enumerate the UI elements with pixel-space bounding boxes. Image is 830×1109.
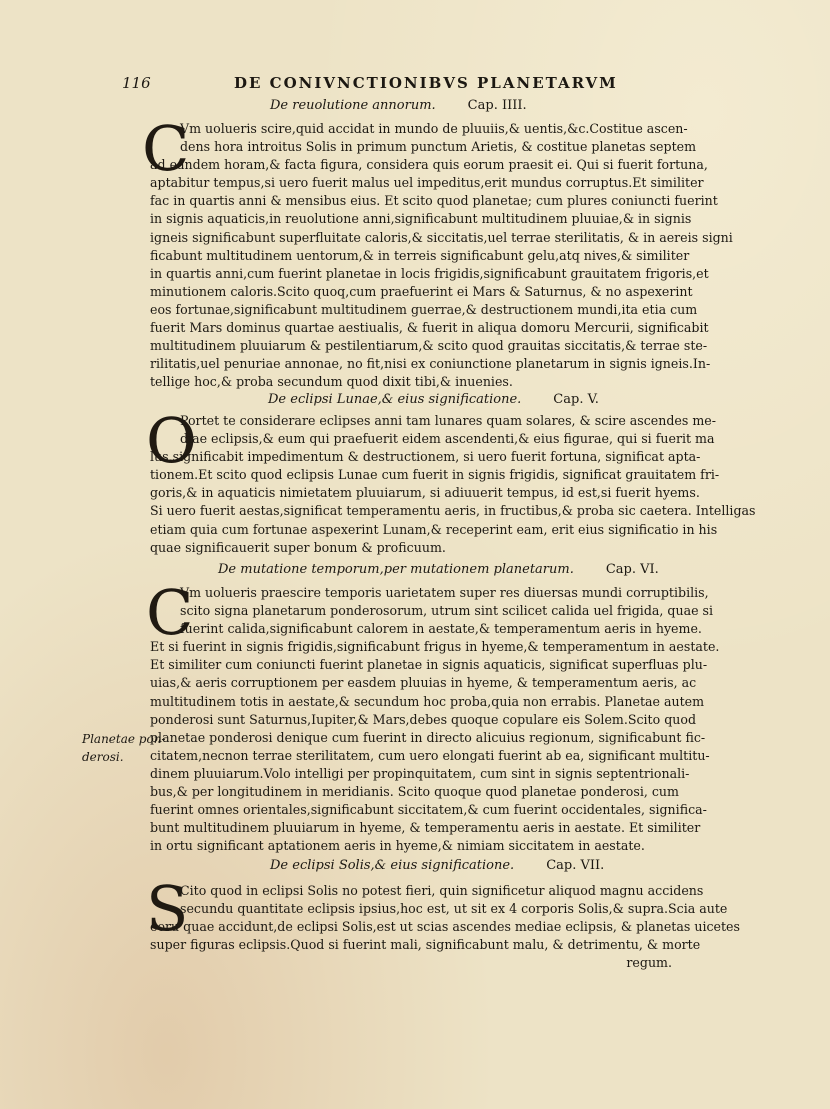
drop-cap: C xyxy=(146,576,194,649)
text-line: in quartis anni,cum fuerint planetae in locis frigidis,significabunt grauitatem frigoris,et xyxy=(150,265,709,281)
text-line: quae significauerit super bonum & proficuum. xyxy=(150,539,446,555)
text-line: aptabitur tempus,si uero fuerit malus uel impeditus,erit mundus corruptus.Et similiter xyxy=(150,175,704,191)
chapter-heading-7 xyxy=(270,858,830,873)
text-line: eos fortunae,significabunt multitudinem guerrae,& destructionem mundi,ita etia cum xyxy=(150,301,698,317)
chapter-heading-4 xyxy=(270,98,830,113)
text-line: scito signa planetarum ponderosorum, utrum sint scilicet calida uel frigida, quae si xyxy=(180,603,714,619)
text-line: planetae ponderosi denique cum fuerint in directo alicuius regionum, significabunt fic- xyxy=(150,729,706,745)
text-line: dinem pluuiarum.Volo intelligi per propinquitatem, cum sint in signis septentrionali- xyxy=(150,765,690,781)
text-line: in signis aquaticis,in reuolutione anni,significabunt multitudinem pluuiae,& in signis xyxy=(150,211,692,227)
text-line: Cito quod in eclipsi Solis no potest fieri, quin significetur aliquod magnu accidens xyxy=(180,883,704,898)
text-line: Vm uolueris scire,quid accidat in mundo de pluuiis,& uentis,&c.Costitue ascen- xyxy=(180,121,688,136)
text-line: fuerint calida,significabunt calorem in aestate,& temperamentum aeris in hyeme. xyxy=(180,621,702,637)
text-line: Et si fuerint in signis frigidis,significabunt frigus in hyeme,& temperamentum in aestate. xyxy=(150,639,720,655)
paragraph-chapter-7 xyxy=(150,882,740,972)
chapter-heading-6 xyxy=(218,562,778,577)
text-line: goris,& in aquaticis nimietatem pluuiarum, si adiuuerit tempus, id est,si fuerit hyems. xyxy=(150,485,700,501)
text-line: multitudinem totis in aestate,& secundum hoc proba,quia non errabis. Planetae autem xyxy=(150,693,705,709)
text-line: fac in quartis anni & mensibus eius. Et scito quod planetae; cum plures coniuncti fuerint xyxy=(150,193,718,209)
chapter-number: Cap. V. xyxy=(553,392,599,407)
chapter-title: De eclipsi Lunae,& eius significatione. xyxy=(268,392,522,407)
text-line: etiam quia cum fortunae aspexerint Lunam,& receperint eam, erit eius significatio in his xyxy=(150,521,718,537)
text-line: igneis significabunt superfluitate caloris,& siccitatis,uel terrae sterilitatis, & in aereis signi xyxy=(150,229,733,245)
margin-note-line: Planetae pon- xyxy=(82,732,166,746)
chapter-title: De eclipsi Solis,& eius significatione. xyxy=(270,858,515,873)
page-number: 116 xyxy=(122,74,151,92)
page-header xyxy=(122,74,662,96)
chapter-number: Cap. IIII. xyxy=(467,98,527,113)
running-title: DE CONIVNCTIONIBVS PLANETARVM xyxy=(234,74,618,92)
paragraph-chapter-6 xyxy=(150,584,720,855)
text-line: fuerit Mars dominus quartae aestiualis, & fuerit in aliqua domoru Mercurii, significabit xyxy=(150,320,709,336)
text-line: tionem.Et scito quod eclipsis Lunae cum fuerit in signis frigidis, significat grauitatem fri- xyxy=(150,467,720,483)
text-line: rilitatis,uel penuriae annonae, no fit,nisi ex coniunctione planetarum in signis igneis.In- xyxy=(150,356,711,372)
text-line: ficabunt multitudinem uentorum,& in terreis significabunt gelu,atq nives,& similiter xyxy=(150,247,690,263)
text-line: regum. xyxy=(626,955,672,971)
paragraph-chapter-5 xyxy=(150,412,756,557)
drop-cap: C xyxy=(142,112,190,185)
drop-cap: S xyxy=(146,872,189,945)
margin-note-line: derosi. xyxy=(82,750,124,764)
text-line: Et similiter cum coniuncti fuerint planetae in signis aquaticis, significat superfluas plu- xyxy=(150,657,708,673)
text-line: tellige hoc,& proba secundum quod dixit tibi,& inuenies. xyxy=(150,374,513,390)
drop-cap: O xyxy=(146,404,197,477)
text-line: eoru quae accidunt,de eclipsi Solis,est ut scias ascendes mediae eclipsis, & planetas uicetes xyxy=(150,919,740,935)
paragraph-chapter-4 xyxy=(150,120,733,391)
text-line: ad eandem horam,& facta figura, considera quis eorum praesit ei. Qui si fuerit fortuna, xyxy=(150,157,708,173)
text-line: dens hora introitus Solis in primum punctum Arietis, & costitue planetas septem xyxy=(180,139,697,155)
text-line: lus,significabit impedimentum & destructionem, si uero fuerit fortuna, significat apta- xyxy=(150,449,701,465)
text-line: secundu quantitate eclipsis ipsius,hoc est, ut sit ex 4 corporis Solis,& supra.Scia aute xyxy=(180,901,728,917)
chapter-heading-5 xyxy=(268,392,828,407)
text-line: super figuras eclipsis.Quod si fuerint mali, significabunt malu, & detrimentu, & morte xyxy=(150,937,701,953)
text-line: diae eclipsis,& eum qui praefuerit eidem ascendenti,& eius figurae, qui si fuerit ma xyxy=(180,431,715,447)
text-line: in ortu significant aptationem aeris in hyeme,& nimiam siccitatem in aestate. xyxy=(150,838,645,854)
text-line: Portet te considerare eclipses anni tam lunares quam solares, & scire ascendes me- xyxy=(180,413,716,428)
text-line: citatem,necnon terrae sterilitatem, cum uero elongati fuerint ab ea, significant multitu- xyxy=(150,747,710,763)
text-line: multitudinem pluuiarum & pestilentiarum,& scito quod grauitas siccitatis,& terrae ste- xyxy=(150,338,708,354)
text-line: fuerint omnes orientales,significabunt siccitatem,& cum fuerint occidentales, significa- xyxy=(150,802,707,818)
text-line: uias,& aeris corruptionem per easdem pluuias in hyeme, & temperamentum aeris, ac xyxy=(150,675,697,691)
chapter-number: Cap. VII. xyxy=(546,858,605,873)
chapter-title: De reuolutione annorum. xyxy=(270,98,436,113)
margin-note xyxy=(82,730,165,766)
chapter-number: Cap. VI. xyxy=(605,562,659,577)
chapter-title: De mutatione temporum,per mutationem planetarum. xyxy=(218,562,574,577)
text-line: ponderosi sunt Saturnus,Iupiter,& Mars,debes quoque copulare eis Solem.Scito quod xyxy=(150,711,697,727)
text-line: bunt multitudinem pluuiarum in hyeme, & temperamentu aeris in aestate. Et similiter xyxy=(150,820,701,836)
text-line: minutionem caloris.Scito quoq,cum praefuerint ei Mars & Saturnus, & no aspexerint xyxy=(150,283,693,299)
text-line: Si uero fuerit aestas,significat temperamentu aeris, in fructibus,& proba sic caetera. Intelligas xyxy=(150,503,756,519)
text-line: Vm uolueris praescire temporis uarietatem super res diuersas mundi corruptibilis, xyxy=(180,585,709,600)
text-line: bus,& per longitudinem in meridianis. Scito quoque quod planetae ponderosi, cum xyxy=(150,784,679,800)
